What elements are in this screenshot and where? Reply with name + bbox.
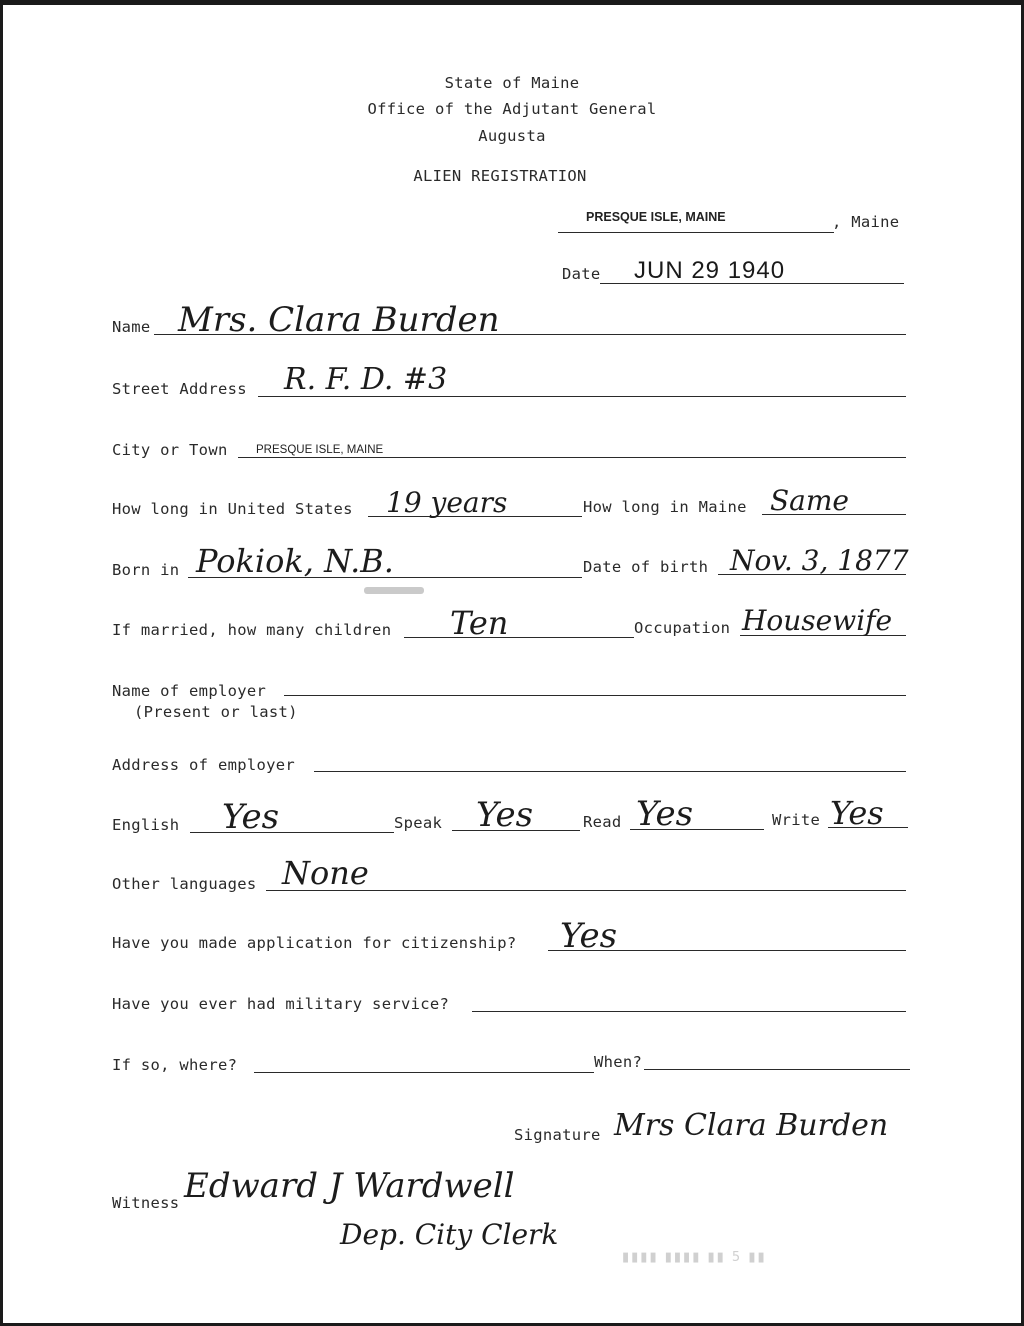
witness-label: Witness (112, 1194, 180, 1212)
born-in-value: Pokiok, N.B. (196, 542, 394, 580)
write-value: Yes (830, 794, 884, 832)
street-value: R. F. D. #3 (284, 362, 448, 397)
write-label: Write (772, 811, 821, 829)
employer-address-line (314, 771, 906, 772)
military-line (472, 1011, 906, 1012)
speak-label: Speak (394, 814, 443, 832)
employer-label: Name of employer (112, 682, 267, 700)
other-languages-value: None (282, 854, 369, 892)
header-state: State of Maine (444, 74, 580, 92)
city-value: PRESQUE ISLE, MAINE (256, 444, 384, 456)
children-label: If married, how many children (112, 621, 392, 639)
children-line (404, 637, 634, 638)
employer-line (284, 695, 906, 696)
employer-address-label: Address of employer (112, 756, 296, 774)
citizenship-value: Yes (560, 916, 618, 956)
english-line (190, 832, 394, 833)
signature-value: Mrs Clara Burden (614, 1108, 889, 1143)
header-office: Office of the Adjutant General (367, 100, 657, 118)
citizenship-label: Have you made application for citizenship? (112, 934, 517, 952)
occupation-value: Housewife (742, 604, 893, 637)
city-line (238, 457, 906, 458)
smudge (364, 587, 424, 594)
children-value: Ten (450, 604, 509, 642)
faint-bleed-through: ▮▮▮▮ ▮▮▮▮ ▮▮ 5 ▮▮ (622, 1250, 767, 1265)
years-us-value: 19 years (386, 486, 508, 519)
born-in-label: Born in (112, 561, 180, 579)
location-suffix: , Maine (832, 213, 900, 231)
date-label: Date (562, 265, 601, 283)
occupation-label: Occupation (634, 619, 731, 637)
street-label: Street Address (112, 380, 247, 398)
form-title: ALIEN REGISTRATION (413, 167, 587, 185)
employer-sublabel: (Present or last) (134, 703, 298, 721)
english-value: Yes (222, 797, 280, 837)
speak-value: Yes (476, 795, 534, 835)
city-label: City or Town (112, 441, 228, 459)
military-label: Have you ever had military service? (112, 995, 450, 1013)
read-value: Yes (636, 794, 694, 834)
name-value: Mrs. Clara Burden (178, 300, 500, 340)
years-maine-value: Same (770, 484, 849, 517)
years-maine-label: How long in Maine (583, 498, 747, 516)
when-label: When? (594, 1053, 643, 1071)
read-label: Read (583, 813, 622, 831)
signature-label: Signature (514, 1126, 601, 1144)
years-us-label: How long in United States (112, 500, 353, 518)
witness-title: Dep. City Clerk (340, 1218, 559, 1251)
name-label: Name (112, 318, 151, 336)
english-label: English (112, 816, 180, 834)
date-stamp: JUN 29 1940 (634, 257, 786, 284)
location-stamp: PRESQUE ISLE, MAINE (586, 210, 726, 224)
other-languages-label: Other languages (112, 875, 257, 893)
location-line (558, 232, 834, 233)
header-city: Augusta (478, 127, 546, 145)
witness-value: Edward J Wardwell (184, 1166, 515, 1206)
dob-label: Date of birth (583, 558, 709, 576)
dob-value: Nov. 3, 1877 (730, 544, 909, 577)
where-line (254, 1072, 594, 1073)
where-label: If so, where? (112, 1056, 238, 1074)
when-line (644, 1069, 910, 1070)
